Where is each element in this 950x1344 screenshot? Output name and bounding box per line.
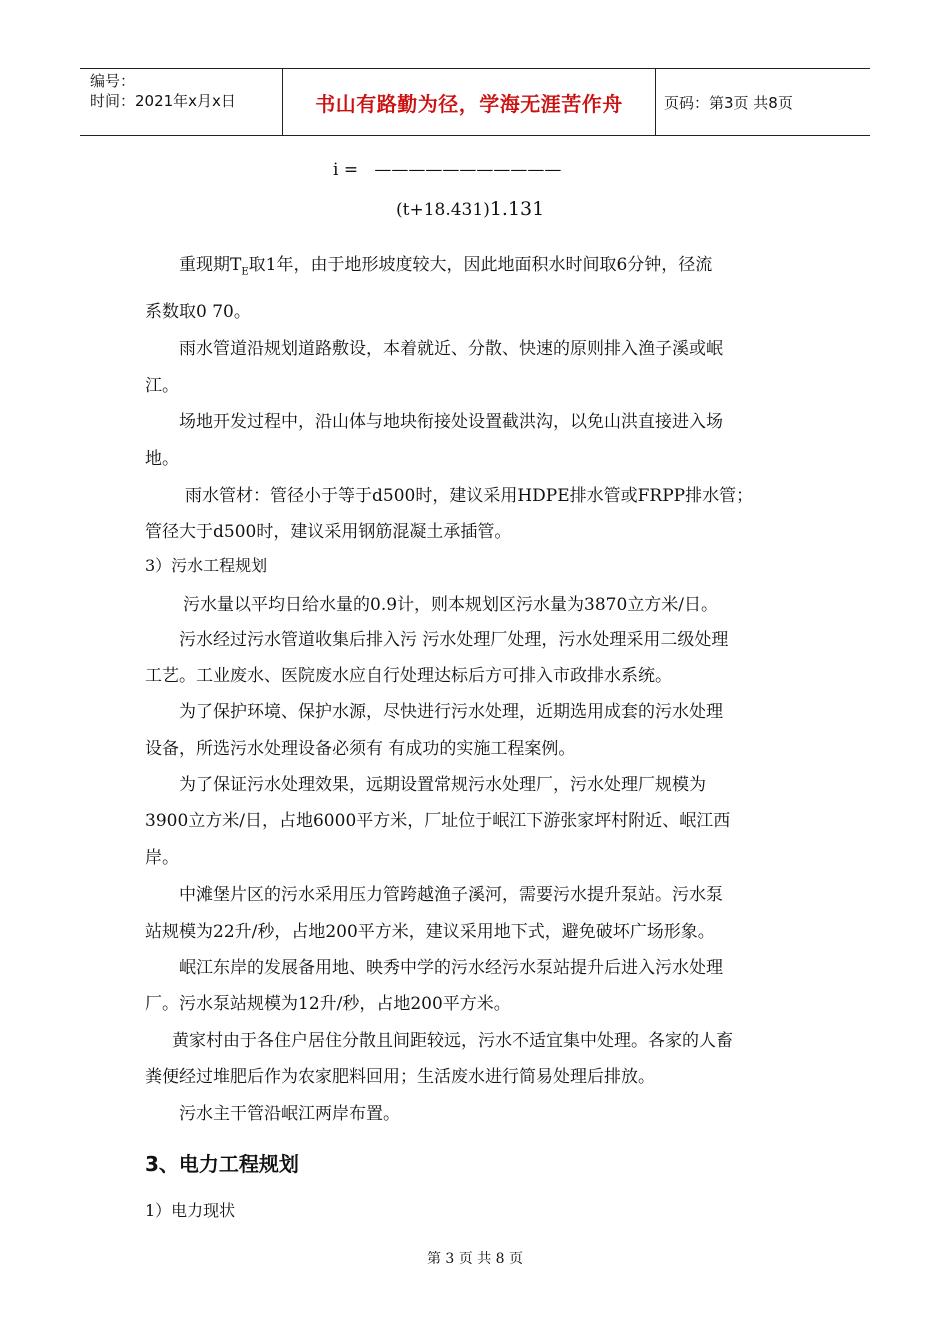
para-line: 污水量以平均日给水量的0.9计，则本规划区污水量为3870立方米/日。 [183, 595, 719, 615]
para-line: 地。 [145, 449, 179, 469]
header-motto-cell [283, 69, 656, 135]
p1-text-a: 重现期T [179, 255, 242, 275]
page-footer: 第 3 页 共 8 页 [426, 1251, 524, 1267]
page-info: 页码：第3页 共8页 [664, 93, 793, 112]
para-line: 为了保护环境、保护水源，尽快进行污水处理，近期选用成套的污水处理 [179, 702, 723, 722]
para-line: 3900立方米/日，占地6000平方米，厂址位于岷江下游张家坪村附近、岷江西 [145, 811, 731, 831]
para-line: 为了保证污水处理效果，远期设置常规污水处理厂，污水处理厂规模为 [179, 775, 706, 795]
formula-lhs: i = [333, 160, 359, 180]
p1-text-b: 取1年，由于地形坡度较大，因此地面积水时间取6分钟，径流 [248, 255, 713, 275]
para-line: 站规模为22升/秒，占地200平方米，建议采用地下式，避免破坏广场形象。 [145, 922, 715, 942]
number-label: 编号： [90, 72, 136, 90]
para-line: 设备，所选污水处理设备必须有 有成功的实施工程案例。 [145, 739, 576, 759]
header-page-cell [656, 69, 870, 135]
para-line: 中滩堡片区的污水采用压力管跨越渔子溪河，需要污水提升泵站。污水泵 [179, 885, 723, 905]
subsection-title: 1）电力现状 [145, 1201, 236, 1220]
para-line: 场地开发过程中，沿山体与地块衔接处设置截洪沟，以免山洪直接进入场 [179, 412, 723, 432]
para-line: 江。 [145, 376, 179, 396]
para-line: 雨水管道沿规划道路敷设，本着就近、分散、快速的原则排入渔子溪或岷 [179, 339, 723, 359]
header-table [80, 68, 870, 136]
para-line: 粪便经过堆肥后作为农家肥料回用；生活废水进行简易处理后排放。 [145, 1067, 655, 1087]
time-label: 时间：2021年x月x日 [90, 92, 236, 110]
para-line: 雨水管材：管径小于等于d500时，建议采用HDPE排水管或FRPP排水管； [185, 486, 754, 506]
para-line [179, 250, 712, 277]
para-line: 污水经过污水管道收集后排入污 污水处理厂处理，污水处理采用二级处理 [179, 630, 729, 650]
para-line: 岷江东岸的发展备用地、映秀中学的污水经污水泵站提升后进入污水处理 [179, 958, 723, 978]
para-line: 黄家村由于各住户居住分散且间距较远，污水不适宜集中处理。各家的人畜 [172, 1031, 733, 1051]
formula-top [333, 160, 561, 180]
para-line: 管径大于d500时，建议采用钢筋混凝土承插管。 [145, 522, 512, 542]
formula-exponent: 1.131 [489, 198, 545, 220]
p1-subscript: E [241, 266, 249, 278]
formula-bottom [396, 198, 544, 220]
para-line: 工艺。工业废水、医院废水应自行处理达标后方可排入市政排水系统。 [145, 666, 672, 686]
header-meta [80, 69, 283, 135]
para-line: 厂。污水泵站规模为12升/秒，占地200平方米。 [145, 994, 511, 1014]
subsection-title: 3）污水工程规划 [145, 556, 268, 575]
formula-denominator: (t+18.431) [396, 200, 490, 220]
section-heading: 3、电力工程规划 [145, 1152, 299, 1176]
para-line: 岸。 [145, 848, 179, 868]
para-line: 污水主干管沿岷江两岸布置。 [179, 1104, 400, 1124]
para-line: 系数取0 70。 [145, 302, 251, 322]
motto: 书山有路勤为径，学海无涯苦作舟 [315, 91, 623, 116]
formula-dashes: ——————————— [374, 160, 562, 180]
